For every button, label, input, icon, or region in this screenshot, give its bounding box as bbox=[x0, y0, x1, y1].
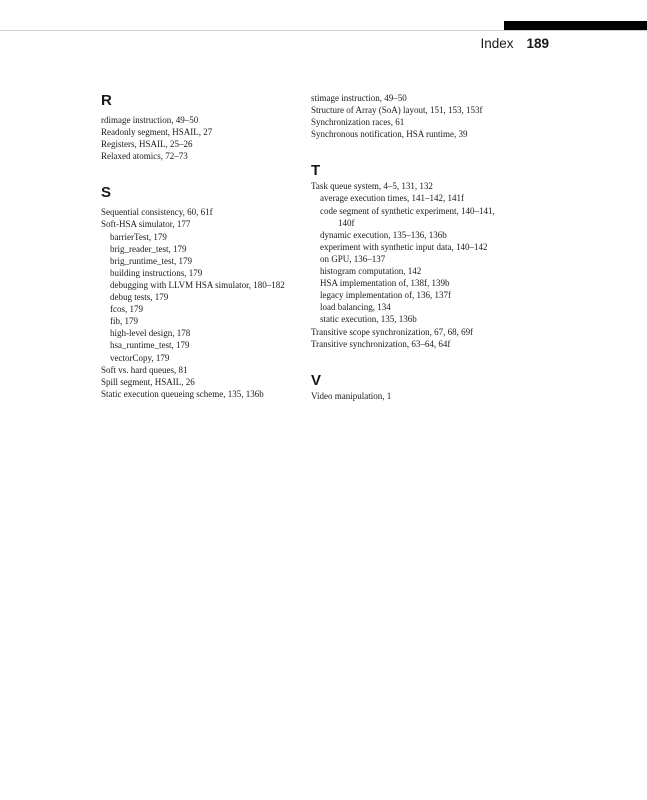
index-subentry: legacy implementation of, 136, 137f bbox=[320, 290, 451, 301]
index-subentry: brig_runtime_test, 179 bbox=[110, 255, 192, 266]
index-entry: stimage instruction, 49–50 bbox=[311, 93, 407, 103]
page-number: 189 bbox=[526, 36, 549, 51]
running-head-section: Index bbox=[480, 36, 514, 51]
index-subentry: debug tests, 179 bbox=[110, 292, 169, 303]
index-subentry: high-level design, 178 bbox=[110, 328, 191, 339]
index-entry: Sequential consistency, 60, 61f bbox=[101, 207, 213, 218]
index-subentry: barrierTest, 179 bbox=[110, 231, 167, 242]
index-column-left bbox=[101, 92, 306, 400]
index-entry: Video manipulation, 1 bbox=[311, 390, 392, 401]
section-letter-s: S bbox=[101, 184, 112, 202]
index-entry: Synchronization races, 61 bbox=[311, 117, 405, 128]
index-subentry: building instructions, 179 bbox=[110, 267, 203, 278]
index-subentry: hsa_runtime_test, 179 bbox=[110, 340, 190, 351]
index-entry: Synchronous notification, HSA runtime, 39 bbox=[311, 129, 468, 140]
index-subentry: debugging with LLVM HSA simulator, 180–182 bbox=[110, 279, 285, 290]
index-subentry: brig_reader_test, 179 bbox=[110, 243, 187, 254]
index-subentry: average execution times, 141–142, 141f bbox=[320, 193, 464, 204]
index-subentry: fib, 179 bbox=[110, 316, 138, 327]
index-entry: Task queue system, 4–5, 131, 132 bbox=[311, 181, 433, 192]
section-letter-t: T bbox=[311, 162, 321, 180]
index-entry: rdimage instruction, 49–50 bbox=[101, 115, 199, 125]
section-letter-v: V bbox=[311, 371, 322, 389]
header-rule bbox=[0, 30, 647, 31]
index-entry: Static execution queueing scheme, 135, 136b bbox=[101, 388, 264, 399]
index-subentry: HSA implementation of, 138f, 139b bbox=[320, 278, 450, 289]
section-letter-r: R bbox=[101, 92, 112, 109]
index-subentry: on GPU, 136–137 bbox=[320, 253, 386, 264]
index-entry: Structure of Array (SoA) layout, 151, 153, 153f bbox=[311, 105, 483, 116]
index-subentry: dynamic execution, 135–136, 136b bbox=[320, 229, 447, 240]
index-subentry-continuation: 140f bbox=[338, 217, 355, 228]
index-subentry: fcos, 179 bbox=[110, 304, 143, 315]
index-entry: Readonly segment, HSAIL, 27 bbox=[101, 127, 213, 138]
index-entry: Soft vs. hard queues, 81 bbox=[101, 364, 188, 375]
index-subentry: load balancing, 134 bbox=[320, 302, 391, 313]
index-subentry: code segment of synthetic experiment, 140–141, bbox=[320, 205, 495, 216]
index-entry: Transitive scope synchronization, 67, 68, 69f bbox=[311, 326, 474, 337]
index-subentry: histogram computation, 142 bbox=[320, 266, 422, 277]
index-subentry: static execution, 135, 136b bbox=[320, 314, 417, 325]
index-entry: Spill segment, HSAIL, 26 bbox=[101, 376, 195, 387]
running-head bbox=[480, 35, 549, 52]
index-entry: Transitive synchronization, 63–64, 64f bbox=[311, 338, 451, 349]
index-column-right bbox=[311, 92, 521, 402]
index-subentry: experiment with synthetic input data, 140–142 bbox=[320, 241, 488, 252]
index-entry: Soft-HSA simulator, 177 bbox=[101, 219, 191, 230]
index-entry: Relaxed atomics, 72–73 bbox=[101, 151, 188, 162]
index-subentry: vectorCopy, 179 bbox=[110, 352, 170, 363]
index-entry: Registers, HSAIL, 25–26 bbox=[101, 139, 193, 150]
